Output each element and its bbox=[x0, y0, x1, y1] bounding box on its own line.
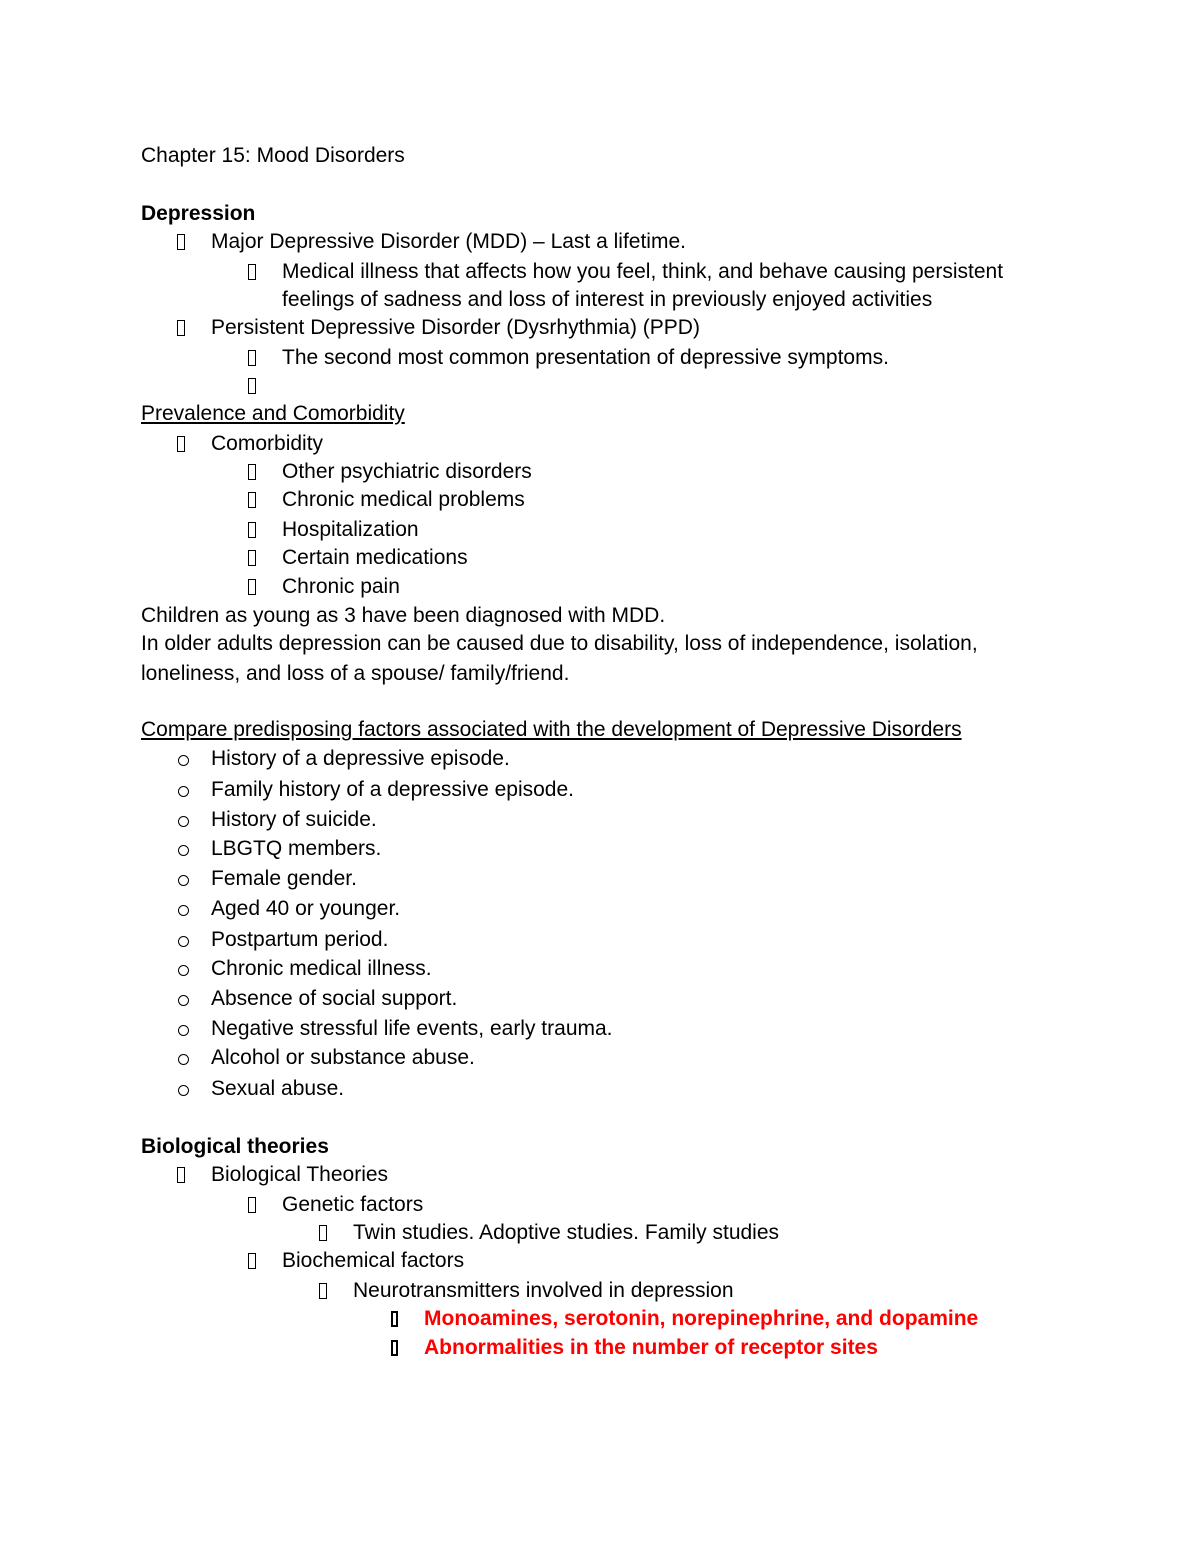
square-bullet-icon bbox=[248, 464, 256, 480]
circle-bullet-icon bbox=[178, 936, 189, 947]
circle-bullet-icon bbox=[178, 786, 189, 797]
predisposing-item: Absence of social support. bbox=[211, 987, 458, 1010]
predisposing-heading: Compare predisposing factors associated with the development of Depressive Disorders bbox=[141, 718, 962, 741]
older-adults-line-2: loneliness, and loss of a spouse/ family/friend. bbox=[141, 662, 570, 685]
circle-bullet-icon bbox=[178, 905, 189, 916]
predisposing-item: History of suicide. bbox=[211, 808, 377, 831]
mdd-label: Major Depressive Disorder (MDD) – Last a lifetime. bbox=[211, 230, 686, 253]
neurotransmitters-label: Neurotransmitters involved in depression bbox=[353, 1279, 734, 1302]
mdd-description-line-1: Medical illness that affects how you feel, think, and behave causing persistent bbox=[282, 260, 1004, 283]
circle-bullet-icon bbox=[178, 965, 189, 976]
circle-bullet-icon bbox=[178, 1025, 189, 1036]
square-bullet-icon bbox=[248, 1253, 256, 1269]
document-title: Chapter 15: Mood Disorders bbox=[141, 144, 405, 167]
square-bullet-icon bbox=[319, 1283, 327, 1299]
children-statement: Children as young as 3 have been diagnosed with MDD. bbox=[141, 604, 666, 627]
predisposing-item: Alcohol or substance abuse. bbox=[211, 1046, 475, 1069]
circle-bullet-icon bbox=[178, 1085, 189, 1096]
predisposing-item: Sexual abuse. bbox=[211, 1077, 345, 1100]
older-adults-line-1: In older adults depression can be caused due to disability, loss of independence, isolation, bbox=[141, 632, 978, 655]
predisposing-item: LBGTQ members. bbox=[211, 837, 382, 860]
square-bullet-icon bbox=[177, 436, 185, 452]
ppd-label: Persistent Depressive Disorder (Dysrhythmia) (PPD) bbox=[211, 316, 700, 339]
square-bullet-icon bbox=[319, 1225, 327, 1241]
square-bullet-icon bbox=[177, 320, 185, 336]
square-bullet-icon bbox=[248, 378, 256, 394]
predisposing-item: Negative stressful life events, early trauma. bbox=[211, 1017, 613, 1040]
predisposing-item: Chronic medical illness. bbox=[211, 957, 432, 980]
circle-bullet-icon bbox=[178, 755, 189, 766]
square-bullet-icon bbox=[248, 492, 256, 508]
monoamines-highlight: Monoamines, serotonin, norepinephrine, and dopamine bbox=[424, 1307, 979, 1330]
circle-bullet-icon bbox=[178, 995, 189, 1006]
comorbidity-item: Chronic medical problems bbox=[282, 488, 525, 511]
square-bullet-icon bbox=[248, 1197, 256, 1213]
circle-bullet-icon bbox=[178, 816, 189, 827]
genetic-factors-label: Genetic factors bbox=[282, 1193, 424, 1216]
predisposing-item: Aged 40 or younger. bbox=[211, 897, 401, 920]
comorbidity-item: Chronic pain bbox=[282, 575, 400, 598]
square-bullet-icon bbox=[248, 350, 256, 366]
prevalence-heading: Prevalence and Comorbidity bbox=[141, 402, 405, 425]
circle-bullet-icon bbox=[178, 875, 189, 886]
square-bullet-icon bbox=[248, 550, 256, 566]
predisposing-item: History of a depressive episode. bbox=[211, 747, 510, 770]
square-bullet-icon bbox=[248, 522, 256, 538]
square-bullet-icon bbox=[248, 264, 256, 280]
comorbidity-item: Certain medications bbox=[282, 546, 468, 569]
square-bullet-icon bbox=[391, 1340, 398, 1356]
depression-heading: Depression bbox=[141, 202, 256, 225]
predisposing-item: Female gender. bbox=[211, 867, 357, 890]
comorbidity-label: Comorbidity bbox=[211, 432, 324, 455]
square-bullet-icon bbox=[248, 579, 256, 595]
comorbidity-item: Other psychiatric disorders bbox=[282, 460, 532, 483]
biological-theories-label: Biological Theories bbox=[211, 1163, 389, 1186]
square-bullet-icon bbox=[177, 1167, 185, 1183]
receptor-abnormalities-highlight: Abnormalities in the number of receptor sites bbox=[424, 1336, 878, 1359]
square-bullet-icon bbox=[391, 1311, 398, 1327]
circle-bullet-icon bbox=[178, 845, 189, 856]
predisposing-item: Family history of a depressive episode. bbox=[211, 778, 574, 801]
genetic-studies: Twin studies. Adoptive studies. Family studies bbox=[353, 1221, 780, 1244]
comorbidity-item: Hospitalization bbox=[282, 518, 419, 541]
mdd-description-line-2: feelings of sadness and loss of interest in previously enjoyed activities bbox=[282, 288, 933, 311]
ppd-description: The second most common presentation of depressive symptoms. bbox=[282, 346, 889, 369]
circle-bullet-icon bbox=[178, 1054, 189, 1065]
biological-heading: Biological theories bbox=[141, 1135, 329, 1158]
predisposing-item: Postpartum period. bbox=[211, 928, 389, 951]
square-bullet-icon bbox=[177, 234, 185, 250]
biochemical-factors-label: Biochemical factors bbox=[282, 1249, 465, 1272]
